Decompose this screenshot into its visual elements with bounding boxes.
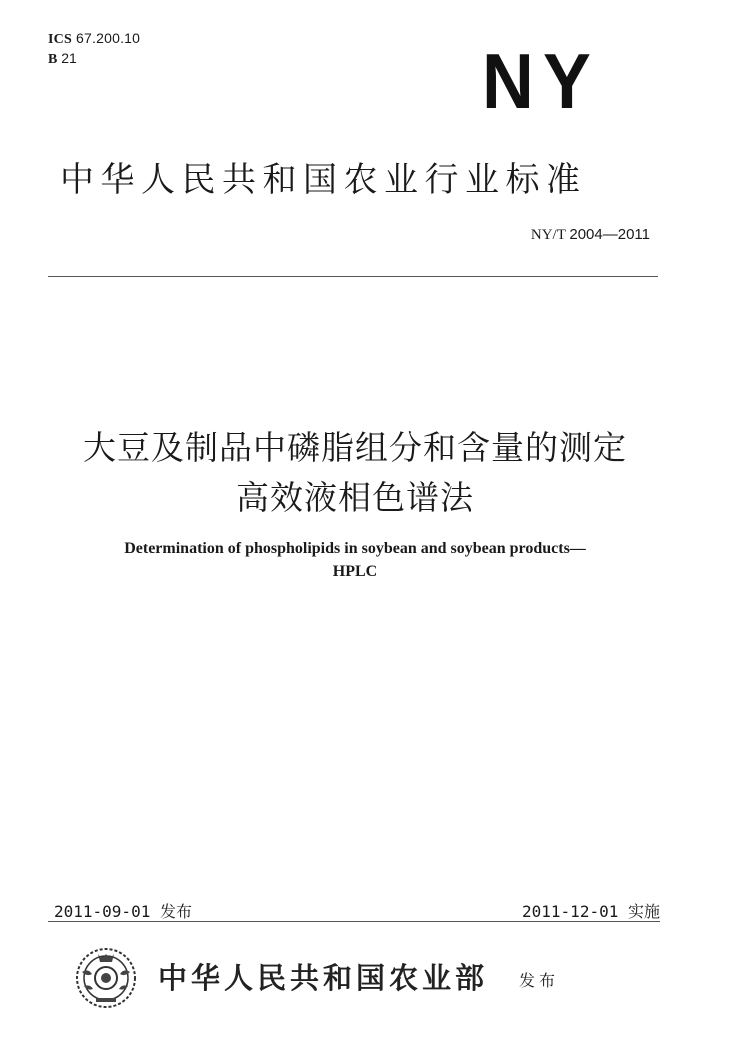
issue-date-value: 2011-09-01 [54,902,151,921]
standard-code: 2004—2011 [569,226,650,243]
standard-category: 中华人民共和国农业行业标准 [60,160,587,200]
title-english-line1: Determination of phospholipids in soybean and soybean products— [124,540,586,557]
ics-code [48,30,140,48]
class-label: B [48,52,58,67]
classification-code [48,50,77,68]
header-divider [48,276,658,277]
footer-divider [48,921,660,922]
class-number: 21 [61,50,77,66]
issue-date [54,899,192,922]
impl-date-value: 2011-12-01 [522,902,619,921]
issuing-authority: 中华人民共和国农业部 [158,961,489,995]
issuer-suffix: 发布 [519,971,560,990]
impl-label: 实施 [627,902,660,921]
standard-logo: NY [482,37,601,125]
title-chinese-line1: 大豆及制品中磷脂组分和含量的测定 [83,428,627,467]
issue-label: 发布 [159,902,192,921]
standard-prefix: NY/T [530,227,566,243]
standard-number [531,226,650,244]
implementation-date [522,899,660,922]
title-chinese-line2: 高效液相色谱法 [236,478,474,517]
agriculture-ministry-emblem-icon [74,946,138,1010]
title-english-line2: HPLC [332,563,378,580]
ics-label: ICS [48,32,72,47]
ics-number: 67.200.10 [76,30,141,46]
